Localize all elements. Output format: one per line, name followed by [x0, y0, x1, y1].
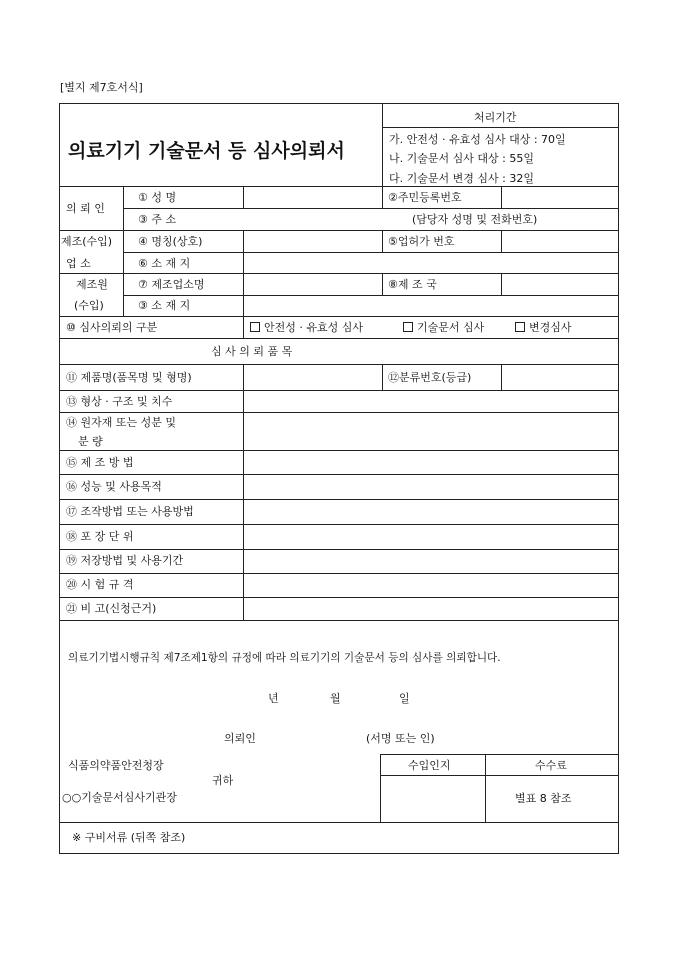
option-safety-efficacy[interactable]	[250, 322, 363, 333]
business-location-label: ⑥ 소 재 지	[138, 257, 191, 270]
manufacturer-group-line1: 제조원	[76, 278, 108, 291]
business-group-line2: 업 소	[66, 257, 91, 270]
manufacturer-name-field[interactable]	[244, 274, 381, 295]
items-section-header: 심 사 의 뢰 품 목	[211, 345, 293, 358]
item-packaging-label: ⑱ 포 장 단 위	[66, 530, 134, 543]
product-name-label: ⑪ 제품명(품목명 및 형명)	[66, 371, 192, 384]
item-test-spec-field[interactable]	[244, 574, 617, 597]
business-name-label: ④ 명칭(상호)	[138, 235, 203, 248]
fee-header: 수수료	[535, 759, 567, 772]
declaration-text: 의료기기법시행규칙 제7조제1항의 규정에 따라 의료기기의 기술문서 등의 심사를 의뢰합니다.	[68, 652, 501, 664]
option-technical-document-label: 기술문서 심사	[417, 321, 485, 334]
revenue-stamp-area[interactable]	[381, 776, 484, 821]
business-name-field[interactable]	[244, 231, 381, 252]
option-technical-document[interactable]	[403, 322, 484, 333]
requester-address-label: ③ 주 소	[138, 213, 177, 226]
item-operation-label: ⑰ 조작방법 또는 사용방법	[66, 505, 194, 518]
option-change-review[interactable]	[515, 322, 572, 333]
processing-line-1: 가. 안전성 · 유효성 심사 대상 : 70일	[389, 133, 566, 146]
form-title: 의료기기 기술문서 등 심사의뢰서	[68, 140, 345, 162]
date-day-label: 일	[399, 692, 410, 705]
item-manufacturing-label: ⑮ 제 조 방 법	[66, 456, 134, 469]
item-performance-label: ⑯ 성능 및 사용목적	[66, 480, 162, 493]
item-performance-field[interactable]	[244, 475, 617, 499]
checkbox-icon	[403, 322, 413, 332]
country-label: ⑧제 조 국	[388, 278, 437, 291]
item-materials-field[interactable]	[244, 413, 617, 450]
license-number-label: ⑤업허가 번호	[388, 235, 455, 248]
manufacturer-name-label: ⑦ 제조업소명	[138, 278, 205, 291]
item-materials-label: ⑭ 원자재 또는 성분 및	[66, 416, 176, 429]
date-year-label: 년	[268, 692, 279, 705]
recipient-honorific: 귀하	[212, 774, 234, 787]
requester-group-label: 의 뢰 인	[66, 202, 105, 215]
classification-field[interactable]	[502, 365, 617, 390]
checkbox-icon	[515, 322, 525, 332]
requester-name-field[interactable]	[244, 187, 381, 208]
item-remarks-label: ㉑ 비 고(신청근거)	[66, 602, 157, 615]
country-field[interactable]	[502, 274, 617, 295]
item-storage-label: ⑲ 저장방법 및 사용기간	[66, 554, 184, 567]
option-change-review-label: 변경심사	[529, 321, 572, 334]
manufacturer-location-label: ③ 소 재 지	[138, 299, 191, 312]
processing-line-3: 다. 기술문서 변경 심사 : 32일	[389, 172, 534, 185]
recipient-line-2: ○○기술문서심사기관장	[62, 791, 177, 804]
date-month-label: 월	[330, 692, 341, 705]
manufacturer-group-line2: (수입)	[74, 299, 104, 312]
request-type-label: ⑩ 심사의뢰의 구분	[66, 321, 158, 334]
classification-label: ⑫분류번호(등급)	[388, 371, 472, 384]
footnote-required-documents: ※ 구비서류 (뒤쪽 참조)	[72, 831, 186, 844]
fee-value: 별표 8 참조	[515, 792, 572, 805]
item-shape-field[interactable]	[244, 391, 617, 412]
processing-line-2: 나. 기술문서 심사 대상 : 55일	[389, 152, 534, 165]
signature-note: (서명 또는 인)	[366, 732, 435, 745]
recipient-line-1: 식품의약품안전청장	[68, 759, 164, 772]
business-group-line1: 제조(수입)	[61, 235, 113, 248]
item-operation-field[interactable]	[244, 500, 617, 524]
license-number-field[interactable]	[502, 231, 617, 252]
item-shape-label: ⑬ 형상 · 구조 및 치수	[66, 395, 173, 408]
business-location-field[interactable]	[244, 253, 617, 273]
signature-label: 의뢰인	[224, 732, 256, 745]
contact-note: (담당자 성명 및 전화번호)	[412, 213, 538, 226]
resident-number-label: ②주민등록번호	[388, 191, 462, 204]
item-test-spec-label: ⑳ 시 험 규 격	[66, 578, 134, 591]
processing-period-header: 처리기간	[474, 111, 517, 124]
revenue-stamp-header: 수입인지	[408, 759, 451, 772]
requester-name-label: ① 성 명	[138, 191, 177, 204]
manufacturer-location-field[interactable]	[244, 296, 617, 316]
item-storage-field[interactable]	[244, 550, 617, 573]
item-manufacturing-field[interactable]	[244, 451, 617, 474]
option-safety-efficacy-label: 안전성 · 유효성 심사	[264, 321, 363, 334]
form-reference: [별지 제7호서식]	[60, 81, 143, 94]
item-packaging-field[interactable]	[244, 525, 617, 549]
resident-number-field[interactable]	[502, 187, 617, 208]
item-remarks-field[interactable]	[244, 598, 617, 620]
checkbox-icon	[250, 322, 260, 332]
item-materials-label-cont: 분 량	[78, 435, 103, 448]
product-name-field[interactable]	[244, 365, 381, 390]
